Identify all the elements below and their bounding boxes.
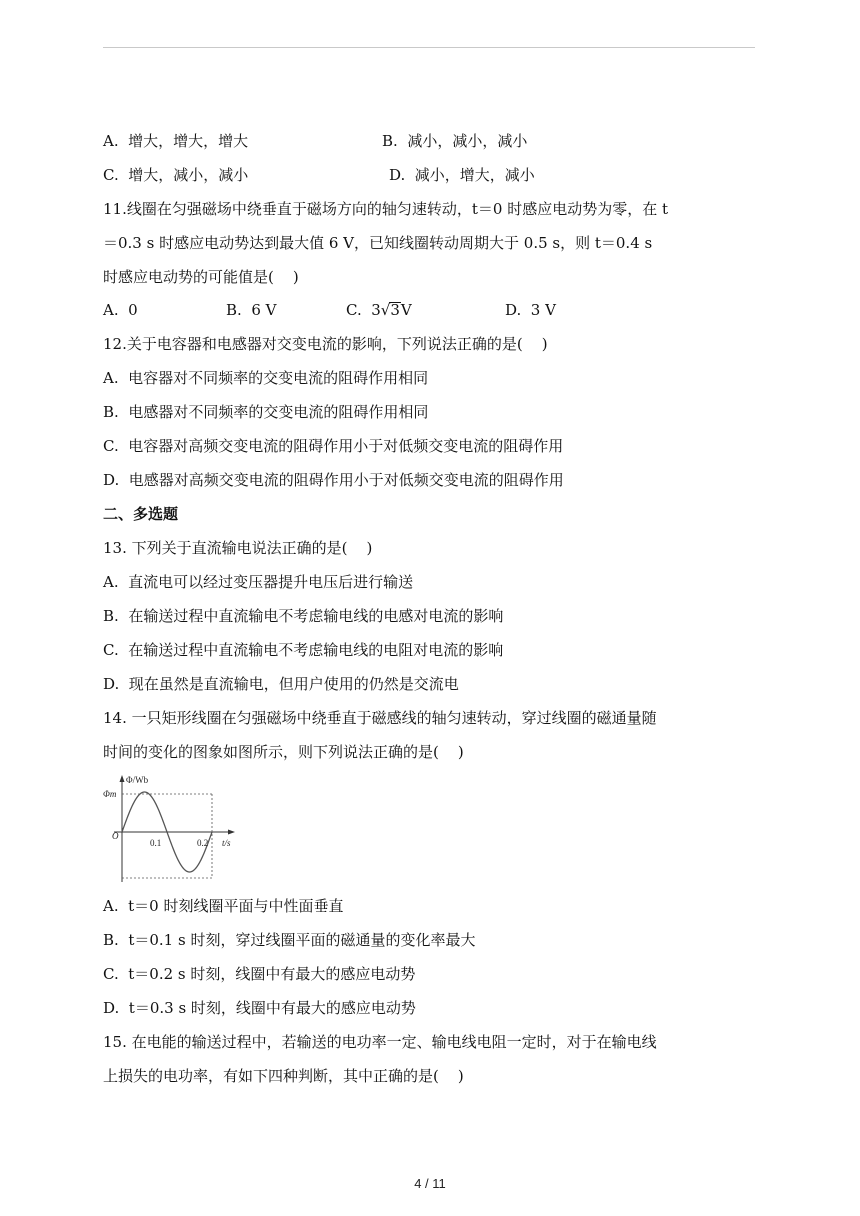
q14-option-c: C. t＝0.2 s 时刻，线圈中有最大的感应电动势 bbox=[103, 965, 416, 983]
q11-option-c-unit: V bbox=[400, 301, 412, 319]
q14-option-d: D. t＝0.3 s 时刻，线圈中有最大的感应电动势 bbox=[103, 999, 416, 1017]
q14-option-a: A. t＝0 时刻线圈平面与中性面垂直 bbox=[103, 897, 344, 915]
q11-option-a: A. 0 bbox=[103, 301, 138, 319]
q14-stem-line-1: 14. 一只矩形线圈在匀强磁场中绕垂直于磁感线的轴匀速转动，穿过线圈的磁通量随 bbox=[103, 709, 657, 727]
q10-option-c: C. 增大，减小，减小 bbox=[103, 166, 249, 184]
x-axis-label: t/s bbox=[222, 838, 231, 848]
tick-label-0-2: 0.2 bbox=[197, 838, 209, 848]
q15-stem-line-2: 上损失的电功率，有如下四种判断，其中正确的是( ) bbox=[103, 1067, 464, 1085]
q12-stem: 12.关于电容器和电感器对交变电流的影响，下列说法正确的是( ) bbox=[103, 335, 548, 353]
q12-option-c: C. 电容器对高频交变电流的阻碍作用小于对低频交变电流的阻碍作用 bbox=[103, 437, 564, 455]
q11-option-d: D. 3 V bbox=[505, 301, 556, 319]
q11-stem-line-2: ＝0.3 s 时感应电动势达到最大值 6 V，已知线圈转动周期大于 0.5 s，则 t＝0.4 s bbox=[103, 234, 653, 252]
origin-label: O bbox=[112, 831, 119, 841]
q15-stem-line-1: 15. 在电能的输送过程中，若输送的电功率一定、输电线电阻一定时，对于在输电线 bbox=[103, 1033, 657, 1051]
q12-option-a: A. 电容器对不同频率的交变电流的阻碍作用相同 bbox=[103, 369, 429, 387]
q13-option-b: B. 在输送过程中直流输电不考虑输电线的电感对电流的影响 bbox=[103, 607, 504, 625]
q12-option-d: D. 电感器对高频交变电流的阻碍作用小于对低频交变电流的阻碍作用 bbox=[103, 471, 564, 489]
q14-option-b: B. t＝0.1 s 时刻，穿过线圈平面的磁通量的变化率最大 bbox=[103, 931, 476, 949]
phi-max-label: Φm bbox=[103, 789, 117, 799]
q11-option-c-prefix: C. 3 bbox=[346, 301, 381, 319]
q13-option-a: A. 直流电可以经过变压器提升电压后进行输送 bbox=[103, 573, 414, 591]
q11-option-c bbox=[346, 299, 412, 321]
q13-option-c: C. 在输送过程中直流输电不考虑输电线的电阻对电流的影响 bbox=[103, 641, 504, 659]
q12-option-b: B. 电感器对不同频率的交变电流的阻碍作用相同 bbox=[103, 403, 429, 421]
q11-stem-line-3: 时感应电动势的可能值是( ) bbox=[103, 268, 299, 286]
flux-time-graph bbox=[100, 772, 240, 884]
q14-stem-line-2: 时间的变化的图象如图所示，则下列说法正确的是( ) bbox=[103, 743, 464, 761]
y-axis-label: Φ/Wb bbox=[126, 775, 149, 785]
y-axis-arrow-icon bbox=[120, 775, 125, 782]
sqrt-sign: √ bbox=[380, 301, 391, 319]
tick-label-0-1: 0.1 bbox=[150, 838, 162, 848]
section-heading-multiple-choice: 二、多选题 bbox=[103, 505, 179, 523]
q11-option-c-radicand: 3 bbox=[390, 301, 400, 319]
q13-option-d: D. 现在虽然是直流输电，但用户使用的仍然是交流电 bbox=[103, 675, 459, 693]
q11-option-b: B. 6 V bbox=[226, 301, 277, 319]
x-axis-arrow-icon bbox=[228, 830, 235, 835]
q11-stem-line-1: 11.线圈在匀强磁场中绕垂直于磁场方向的轴匀速转动，t＝0 时感应电动势为零，在 t bbox=[103, 200, 668, 218]
page-number: 4 / 11 bbox=[414, 1176, 446, 1191]
q10-option-d: D. 减小，增大，减小 bbox=[389, 166, 535, 184]
q10-option-b: B. 减小，减小，减小 bbox=[382, 132, 528, 150]
q10-option-a: A. 增大，增大，增大 bbox=[103, 132, 249, 150]
q13-stem: 13. 下列关于直流输电说法正确的是( ) bbox=[103, 539, 373, 557]
header-rule bbox=[103, 47, 755, 48]
